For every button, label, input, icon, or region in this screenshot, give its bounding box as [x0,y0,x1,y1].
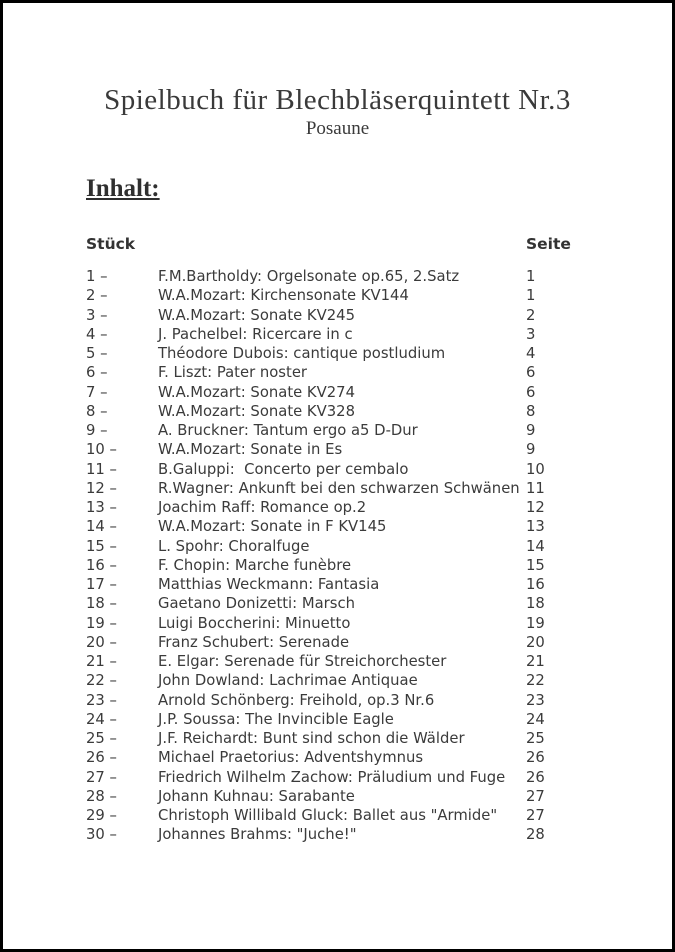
entry-title: Arnold Schönberg: Freihold, op.3 Nr.6 [158,691,435,709]
entry-title: W.A.Mozart: Sonate KV274 [158,383,355,401]
table-row [86,556,672,575]
page-title: Spielbuch für Blechbläserquintett Nr.3 [104,84,571,116]
table-row [86,498,672,517]
entry-title: Joachim Raff: Romance op.2 [158,499,367,516]
table-row [86,440,672,459]
entry-page: 25 [526,730,545,747]
table-row [86,671,672,690]
column-header-page: Seite [526,235,571,253]
entry-title: Franz Schubert: Serenade [158,633,350,651]
entry-number: 17 – [86,576,117,593]
entry-number: 26 – [86,749,117,767]
entry-number: 23 – [86,691,117,709]
entry-page: 9 [526,422,536,439]
table-row [86,479,672,498]
entry-number: 15 – [86,537,117,555]
page-subtitle: Posaune [305,118,370,139]
entry-number: 13 – [86,499,117,516]
table-row [86,325,672,344]
entry-number: 7 – [86,383,108,401]
toc-column-headers [86,235,672,253]
entry-title: F.M.Bartholdy: Orgelsonate op.65, 2.Satz [158,268,460,285]
entry-title: R.Wagner: Ankunft bei den schwarzen Schwänen [158,479,520,497]
table-row [86,306,672,325]
entry-title: J.P. Soussa: The Invincible Eagle [158,710,394,728]
entry-title: E. Elgar: Serenade für Streichorchester [158,653,447,670]
entry-page: 2 [526,306,536,324]
table-row [86,748,672,767]
table-row [86,691,672,710]
table-row [86,806,672,825]
entry-title: Johannes Brahms: "Juche!" [158,826,357,844]
table-row [86,594,672,613]
table-row [86,421,672,440]
entry-page: 22 [526,672,545,690]
entry-page: 13 [526,518,545,536]
entry-page: 28 [526,826,545,844]
entry-number: 2 – [86,287,108,305]
table-row [86,825,672,844]
entry-page: 20 [526,633,545,651]
entry-number: 25 – [86,730,117,747]
entry-title: Friedrich Wilhelm Zachow: Präludium und Fuge [158,768,506,786]
entry-number: 24 – [86,710,117,728]
entry-page: 1 [526,268,536,285]
entry-title: A. Bruckner: Tantum ergo a5 D-Dur [158,422,418,439]
entry-page: 27 [526,787,545,805]
entry-page: 15 [526,556,545,574]
entry-title: J. Pachelbel: Ricercare in c [158,325,353,343]
entry-title: Johann Kuhnau: Sarabante [158,787,355,805]
entry-number: 19 – [86,614,117,632]
column-header-piece: Stück [86,235,136,253]
entry-page: 1 [526,287,536,305]
entry-title: W.A.Mozart: Sonate in Es [158,441,343,459]
entry-title: B.Galuppi: Concerto per cembalo [158,460,409,478]
toc-list [86,267,672,845]
entry-title: W.A.Mozart: Sonate in F KV145 [158,518,387,536]
table-row [86,633,672,652]
table-row [86,344,672,363]
entry-number: 14 – [86,518,117,536]
entry-page: 6 [526,383,536,401]
entry-title: Théodore Dubois: cantique postludium [158,345,446,362]
table-row [86,363,672,382]
entry-title: W.A.Mozart: Kirchensonate KV144 [158,287,409,305]
entry-number: 6 – [86,364,108,382]
table-row [86,575,672,594]
entry-page: 23 [526,691,545,709]
entry-title: Michael Praetorius: Adventshymnus [158,749,424,767]
entry-page: 11 [526,479,545,497]
entry-title: F. Liszt: Pater noster [158,364,308,382]
entry-page: 26 [526,768,545,786]
table-row [86,652,672,671]
entry-number: 21 – [86,653,117,670]
entry-number: 9 – [86,422,108,439]
entry-number: 20 – [86,633,117,651]
entry-page: 12 [526,499,545,516]
entry-page: 21 [526,653,545,670]
entry-page: 6 [526,364,536,382]
entry-number: 12 – [86,479,117,497]
entry-page: 8 [526,402,536,420]
entry-number: 29 – [86,807,117,824]
table-row [86,267,672,286]
entry-number: 11 – [86,460,117,478]
entry-title: F. Chopin: Marche funèbre [158,556,352,574]
entry-title: L. Spohr: Choralfuge [158,537,310,555]
entry-title: Gaetano Donizetti: Marsch [158,595,355,613]
entry-title: Christoph Willibald Gluck: Ballet aus "Armide" [158,807,498,824]
table-row [86,537,672,556]
entry-page: 9 [526,441,536,459]
entry-number: 27 – [86,768,117,786]
entry-page: 10 [526,460,545,478]
entry-number: 8 – [86,402,108,420]
entry-title: W.A.Mozart: Sonate KV328 [158,402,355,420]
entry-page: 19 [526,614,545,632]
entry-number: 10 – [86,441,117,459]
entry-number: 22 – [86,672,117,690]
entry-title: Matthias Weckmann: Fantasia [158,576,380,593]
table-row [86,402,672,421]
entry-page: 3 [526,325,536,343]
entry-number: 3 – [86,306,108,324]
entry-title: Luigi Boccherini: Minuetto [158,614,351,632]
entry-number: 30 – [86,826,117,844]
entry-page: 4 [526,345,536,362]
entry-number: 28 – [86,787,117,805]
entry-number: 5 – [86,345,108,362]
table-row [86,460,672,479]
entry-number: 4 – [86,325,108,343]
entry-title: W.A.Mozart: Sonate KV245 [158,306,355,324]
table-row [86,729,672,748]
entry-page: 24 [526,710,545,728]
table-row [86,614,672,633]
section-heading-inhalt: Inhalt: [86,175,160,202]
table-row [86,286,672,305]
table-row [86,517,672,536]
table-row [86,768,672,787]
entry-number: 16 – [86,556,117,574]
entry-title: John Dowland: Lachrimae Antiquae [158,672,418,690]
entry-number: 1 – [86,268,108,285]
entry-title: J.F. Reichardt: Bunt sind schon die Wälder [158,730,465,747]
entry-number: 18 – [86,595,117,613]
entry-page: 16 [526,576,545,593]
table-row [86,787,672,806]
table-row [86,710,672,729]
table-row [86,383,672,402]
entry-page: 27 [526,807,545,824]
entry-page: 18 [526,595,545,613]
entry-page: 14 [526,537,545,555]
entry-page: 26 [526,749,545,767]
